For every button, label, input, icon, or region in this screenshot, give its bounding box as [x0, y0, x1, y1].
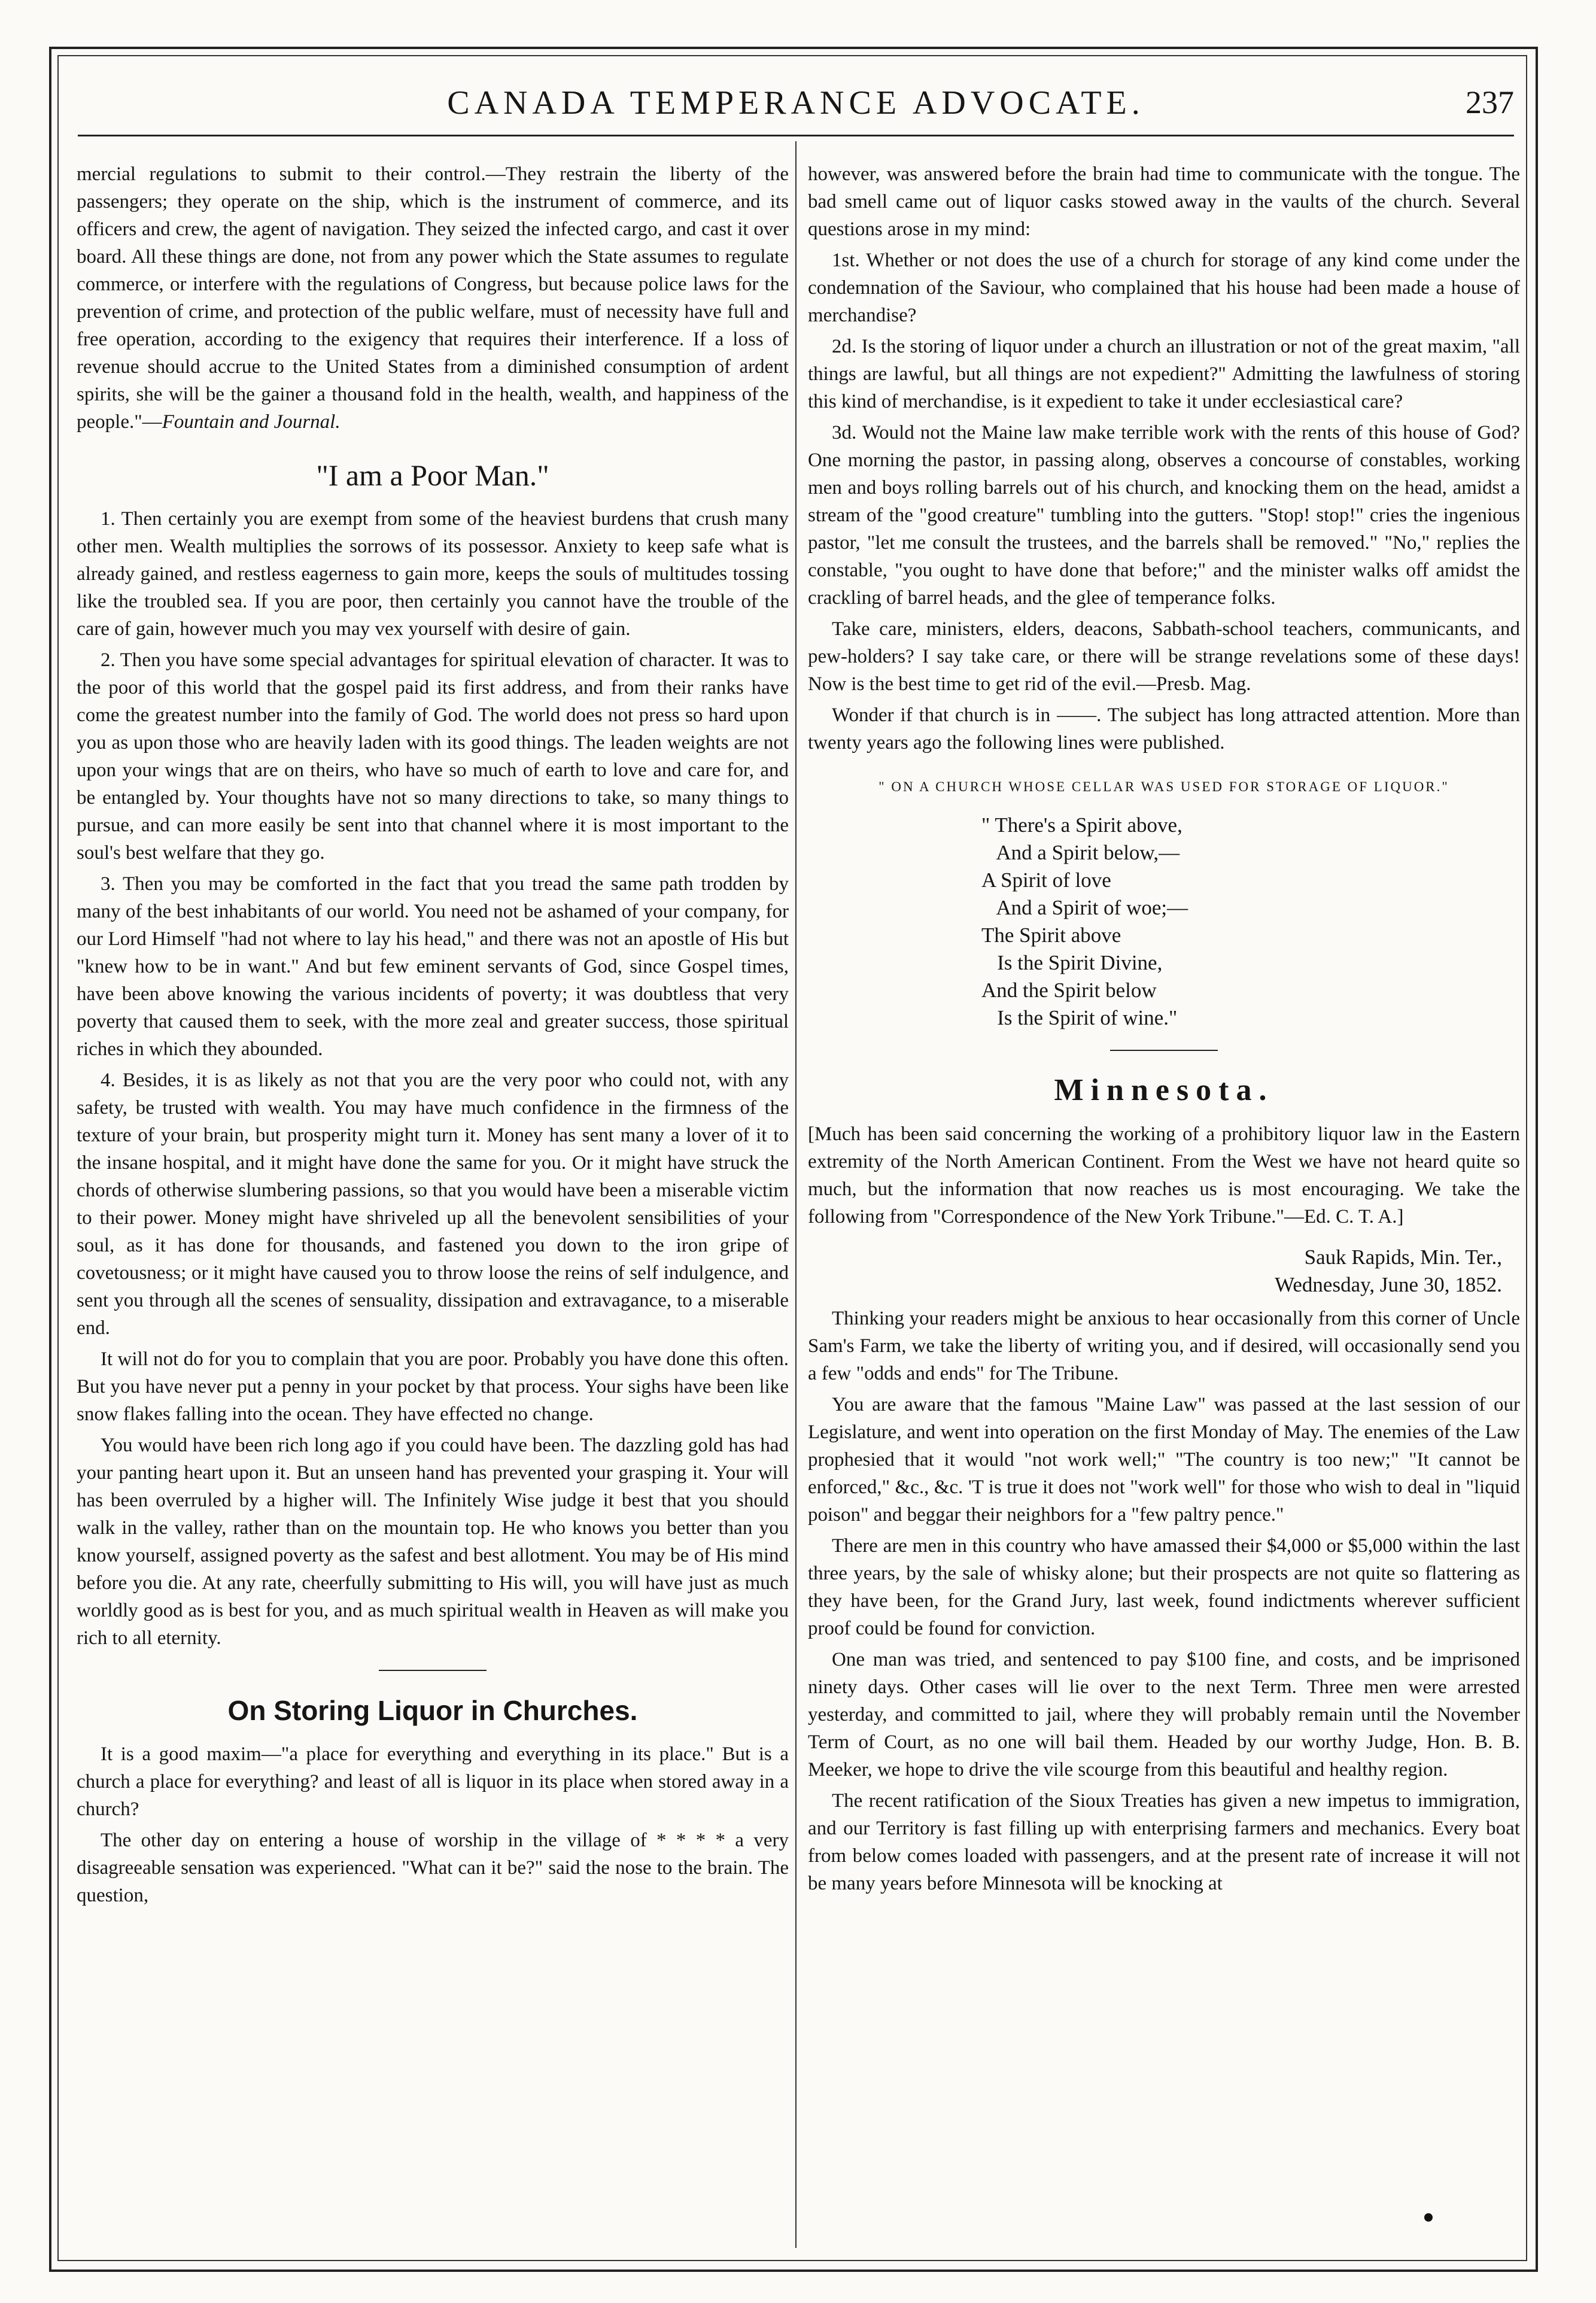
continuation-paragraph: 3d. Would not the Maine law make terrible work with the rents of this house of God? One morning the pastor, in passing along, observes a concourse of constables, working men and boys rolling barrels out of his church, and knocking them on the head, amidst a stream of the "good creature" tumbling into the gutters. "Stop! stop!" cries the ingenious pastor, "let me consult the trustees, and the barrels shall be removed." "No," replies the constable, "you ought to have done that before;" and the minister walks off amidst the crackling of barrel heads, and the glee of temperance folks.	[808, 422, 1520, 609]
poem-caption: " ON A CHURCH WHOSE CELLAR WAS USED FOR STORAGE OF LIQUOR."	[878, 779, 1449, 794]
ink-spot	[1424, 2213, 1433, 2222]
page-number: 237	[1466, 84, 1514, 120]
poem-line: And the Spirit below	[981, 979, 1157, 1002]
minnesota-paragraph: You are aware that the famous "Maine Law" was passed at the last session of our Legislature, and went into operation on the first Monday of May. The enemies of the Law prophesied that it would "not work well;" "The country is too new;" "It cannot be enforced," &c., &c. 'T is true it does not "work well" for those who wish to deal in "liquid poison" and beggar their neighbors for a "few paltry pence."	[808, 1394, 1520, 1526]
poem-line: Is the Spirit of wine."	[981, 1006, 1178, 1029]
minnesota-paragraph: There are men in this country who have amassed their $4,000 or $5,000 within the last three years, by the sale of whisky alone; but their prospects are not quite so flattering as they have been, for the Grand Jury, last week, found indictments wherever sufficient proof could be found for conviction.	[808, 1535, 1520, 1639]
dateline-date: Wednesday, June 30, 1852.	[1275, 1273, 1502, 1296]
continuation-paragraph: Take care, ministers, elders, deacons, Sabbath-school teachers, communicants, and pew-holders? I say take care, or there will be strange revelations some of these days! Now is the best time to get rid of the evil.—Presb. Mag.	[808, 618, 1520, 695]
continuation-paragraph: 2d. Is the storing of liquor under a church an illustration or not of the great maxim, "all things are lawful, but all things are not expedient?" Admitting the lawfulness of storing this kind of merchandise, is it expedient to take it under ecclesiastical care?	[808, 336, 1520, 412]
publication-title: CANADA TEMPERANCE ADVOCATE.	[447, 84, 1145, 121]
right-column	[808, 160, 1520, 1901]
header-rule	[78, 135, 1514, 136]
storing-paragraph: The other day on entering a house of worship in the village of * * * * a very disagreeable sensation was experienced. "What can it be?" said the nose to the brain. The question,	[77, 1830, 789, 1906]
dateline	[808, 1244, 1502, 1299]
opening-credit: Fountain and Journal.	[162, 411, 341, 433]
poor-man-paragraph: 2. Then you have some special advantages for spiritual elevation of character. It was to the poor of this world that the gospel paid its first address, and from their ranks have come the greatest number into the family of God. The world does not press so hard upon you as upon those who are heavily laden with its good things. The leaden weights are not upon your wings that are on theirs, who have so much of earth to love and care for, and be entangled by. Your thoughts have not so many directions to take, so many things to pursue, and can more easily be sent into that channel where it is most important to the soul's best welfare that they go.	[77, 649, 789, 864]
minnesota-heading: Minnesota.	[1054, 1073, 1274, 1107]
poem-line: The Spirit above	[981, 923, 1121, 947]
poor-man-paragraph: It will not do for you to complain that you are poor. Probably you have done this often. But you have never put a penny in your pocket by that process. Your sighs have been like snow flakes falling into the ocean. They have effected no change.	[77, 1348, 789, 1425]
page-header	[78, 84, 1514, 138]
poor-man-paragraph: 4. Besides, it is as likely as not that you are the very poor who could not, with any safety, be trusted with wealth. You may have much confidence in the firmness of the texture of your brain, but prosperity might turn it. Money has sent many a lover of it to the insane hospital, and it might have done the same for you. Or it might have struck the chords of otherwise slumbering passions, so that you would have been a miserable victim to their power. Money might have shriveled up all the benevolent sensibilities of your soul, as it has done for thousands, and fastened you down to the iron gripe of covetousness; or it might have caused you to throw loose the reins of self indulgence, and sent you through all the scenes of sensuality, dissipation and extravagance, to a miserable end.	[77, 1070, 789, 1339]
editor-note: [Much has been said concerning the working of a prohibitory liquor law in the Eastern extremity of the North American Continent. From the West we have not heard quite so much, but the information that now reaches us is most encouraging. We take the following from "Correspondence of the New York Tribune."—Ed. C. T. A.]	[808, 1123, 1520, 1228]
minnesota-paragraph: One man was tried, and sentenced to pay $100 fine, and costs, and be imprisoned ninety days. Other cases will lie over to the next Term. Three men were arrested yesterday, and committed to jail, where they will probably remain until the November Term of Court, as no one will bail them. Headed by our worthy Judge, Hon. B. B. Meeker, we hope to drive the vile scourge from this beautiful and healthy region.	[808, 1649, 1520, 1781]
column-divider	[795, 141, 797, 2248]
storing-paragraph: It is a good maxim—"a place for everything and everything in its place." But is a church a place for everything? and least of all is liquor in its place when stored away in a church?	[77, 1743, 789, 1820]
continuation-paragraph: however, was answered before the brain had time to communicate with the tongue. The bad smell came out of liquor casks stowed away in the vaults of the church. Several questions arose in my mind:	[808, 163, 1520, 240]
minnesota-paragraph: The recent ratification of the Sioux Treaties has given a new impetus to immigration, and our Territory is fast filling up with enterprising farmers and mechanics. Every boat from below comes loaded with passengers, and at the present rate of increase it will not be many years before Minnesota will be knocking at	[808, 1790, 1520, 1894]
section-rule	[1110, 1050, 1218, 1051]
continuation-paragraph: 1st. Whether or not does the use of a church for storage of any kind come under the condemnation of the Saviour, who complained that his house had been made a house of merchandise?	[808, 250, 1520, 326]
opening-text: mercial regulations to submit to their control.—They restrain the liberty of the passengers; they operate on the ship, which is the instrument of commerce, and its officers and crew, the agent of navigation. They seized the infected cargo, and cast it over board. All these things are done, not from any power which the State assumes to regulate commerce, or interfere with the regulations of Congress, but because police laws for the prevention of crime, and protection of the public welfare, must of necessity have full and free operation, according to the exigency that requires their interference. If a loss of revenue should accrue to the United States from a diminished consumption of ardent spirits, she will be the gainer a thousand fold in the health, wealth, and happiness of the people."—	[77, 163, 789, 433]
storing-liquor-heading: On Storing Liquor in Churches.	[227, 1695, 638, 1726]
poem-line: A Spirit of love	[981, 868, 1111, 892]
poem-line: Is the Spirit Divine,	[981, 951, 1163, 974]
poem-line: " There's a Spirit above,	[981, 813, 1182, 837]
opening-paragraph	[77, 160, 789, 436]
left-column	[77, 160, 789, 1913]
poor-man-paragraph: 1. Then certainly you are exempt from some of the heaviest burdens that crush many other men. Wealth multiplies the sorrows of its possessor. Anxiety to keep safe what is already gained, and restless eagerness to gain more, keeps the souls of multitudes tossing like the troubled sea. If you are poor, then certainly you cannot have the trouble of the care of gain, however much you may vex yourself with desire of gain.	[77, 508, 789, 640]
poor-man-paragraph: 3. Then you may be comforted in the fact that you tread the same path trodden by many of the best inhabitants of our world. You need not be ashamed of your company, for our Lord Himself "had not where to lay his head," and there was not an apostle of His but "knew how to be in want." And but few eminent servants of God, since Gospel times, have been above knowing the various incidents of poverty; it was doubtless that very poverty that caused them to seek, with the more zeal and greater success, those spiritual riches in which they abounded.	[77, 873, 789, 1060]
poem-line: And a Spirit below,—	[981, 841, 1180, 864]
poor-man-paragraph: You would have been rich long ago if you could have been. The dazzling gold has had your panting heart upon it. But an unseen hand has prevented your grasping it. Your will has been overruled by a higher will. The Infinitely Wise judge it best that you should walk in the valley, rather than on the mountain top. He who knows you better than you know yourself, assigned poverty as the safest and best allotment. You may be of His mind before you die. At any rate, cheerfully submitting to His will, you will have just as much worldly good as is best for you, and as much spiritual wealth in Heaven as will make you rich to all eternity.	[77, 1435, 789, 1649]
minnesota-paragraph: Thinking your readers might be anxious to hear occasionally from this corner of Uncle Sam's Farm, we take the liberty of writing you, and if desired, will occasionally send you a few "odds and ends" for The Tribune.	[808, 1308, 1520, 1384]
continuation-paragraph: Wonder if that church is in ——. The subject has long attracted attention. More than twenty years ago the following lines were published.	[808, 704, 1520, 754]
poem-line: And a Spirit of woe;—	[981, 896, 1188, 919]
dateline-place: Sauk Rapids, Min. Ter.,	[1304, 1245, 1502, 1269]
poem	[981, 812, 1520, 1032]
section-rule	[379, 1670, 487, 1671]
poor-man-heading: "I am a Poor Man."	[316, 458, 549, 492]
